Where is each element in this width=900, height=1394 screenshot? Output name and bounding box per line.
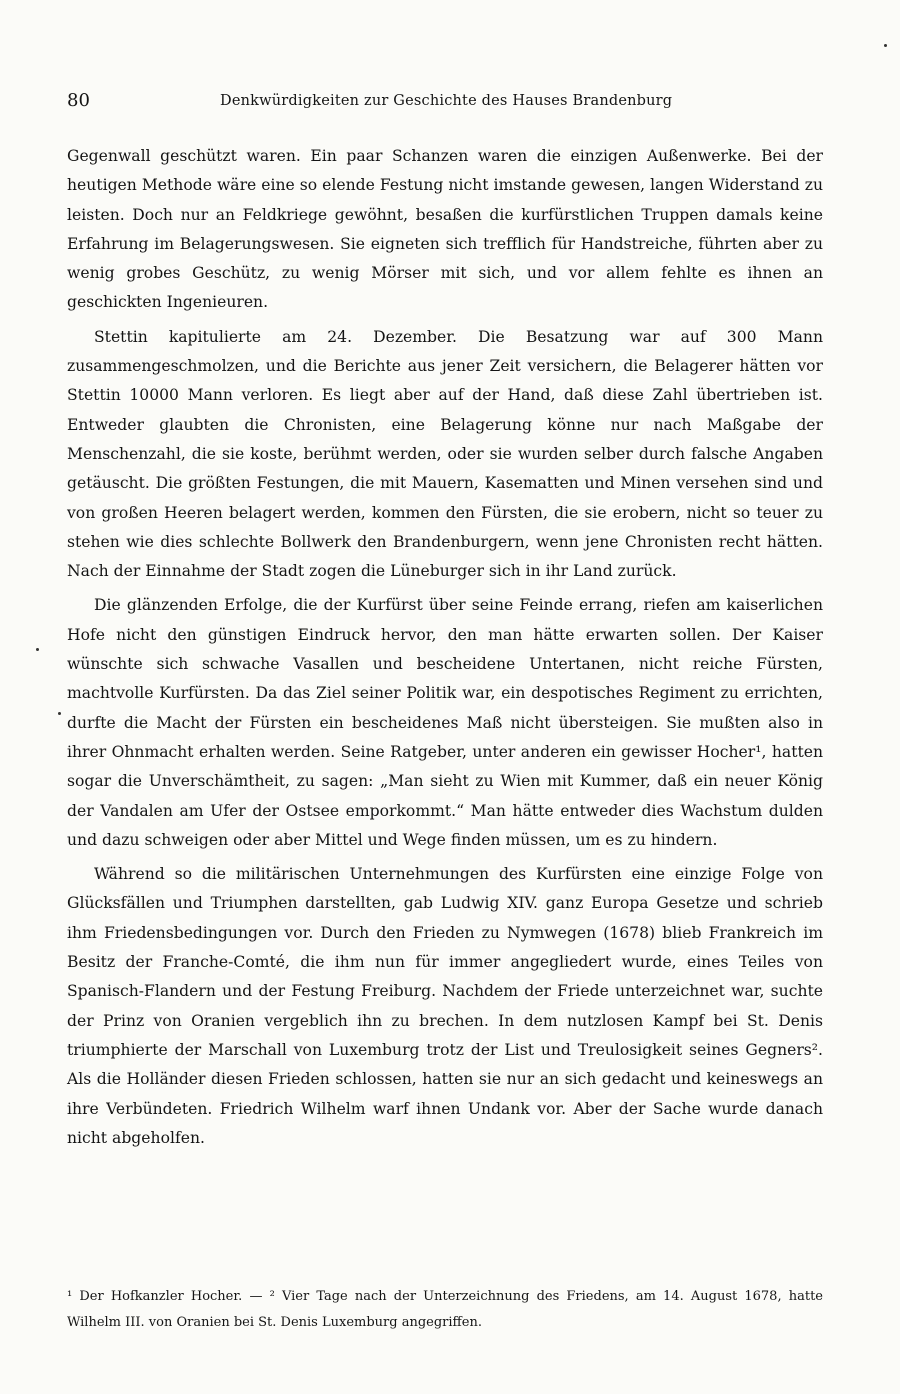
footnotes: [67, 1284, 823, 1336]
body-text: [67, 142, 823, 1153]
running-title: Denkwürdigkeiten zur Geschichte des Hauses Brandenburg: [220, 93, 673, 109]
scan-speck: [36, 648, 39, 651]
scan-speck: [884, 44, 887, 47]
paragraph: Die glänzenden Erfolge, die der Kurfürst über seine Feinde errang, riefen am kaiserlichen Hofe nicht den günstigen Eindruck hervor, den man hätte erwarten sollen. Der Kaiser wünschte sich schwache Vasallen und bescheidene Untertanen, nicht reiche Fürsten, machtvolle Kurfürsten. Da das Ziel seiner Politik war, ein despotisches Regiment zu errichten, durfte die Macht der Fürsten ein bescheidenes Maß nicht übersteigen. Sie mußten also in ihrer Ohnmacht erhalten werden. Seine Ratgeber, unter anderen ein gewisser Hocher¹, hatten sogar die Unverschämtheit, zu sagen: „Man sieht zu Wien mit Kummer, daß ein neuer König der Vandalen am Ufer der Ostsee emporkommt.“ Man hätte entweder dies Wachstum dulden und dazu schweigen oder aber Mittel und Wege finden müssen, um es zu hindern.: [67, 596, 823, 849]
paragraph: Gegenwall geschützt waren. Ein paar Schanzen waren die einzigen Außenwerke. Bei der heutigen Methode wäre eine so elende Festung nicht imstande gewesen, langen Widerstand zu leisten. Doch nur an Feldkriege gewöhnt, besaßen die kurfürstlichen Truppen damals keine Erfahrung im Belagerungswesen. Sie eigneten sich trefflich für Handstreiche, führten aber zu wenig grobes Geschütz, zu wenig Mörser mit sich, und vor allem fehlte es ihnen an geschickten Ingenieuren.: [67, 147, 823, 312]
page-number: 80: [67, 90, 90, 111]
footnote-text: ¹ Der Hofkanzler Hocher. — ² Vier Tage nach der Unterzeichnung des Friedens, am 14. August 1678, hatte Wilhelm III. von Oranien bei St. Denis Luxemburg angegriffen.: [67, 1289, 823, 1330]
paragraph: Stettin kapitulierte am 24. Dezember. Die Besatzung war auf 300 Mann zusammengeschmolzen, und die Berichte aus jener Zeit versichern, die Belagerer hätten vor Stettin 10000 Mann verloren. Es liegt aber auf der Hand, daß diese Zahl übertrieben ist. Entweder glaubten die Chronisten, eine Belagerung könne nur nach Maßgabe der Menschenzahl, die sie koste, berühmt werden, oder sie wurden selber durch falsche Angaben getäuscht. Die größten Festungen, die mit Mauern, Kasematten und Minen versehen sind und von großen Heeren belagert werden, kommen den Fürsten, die sie erobern, nicht so teuer zu stehen wie dies schlechte Bollwerk den Brandenburgern, wenn jene Chronisten recht hätten. Nach der Einnahme der Stadt zogen die Lüneburger sich in ihr Land zurück.: [67, 327, 823, 581]
paragraph: Während so die militärischen Unternehmungen des Kurfürsten eine einzige Folge von Glücksfällen und Triumphen darstellten, gab Ludwig XIV. ganz Europa Gesetze und schrieb ihm Friedensbedingungen vor. Durch den Frieden zu Nymwegen (1678) blieb Frankreich im Besitz der Franche-Comté, die ihm nun für immer angegliedert wurde, eines Teiles von Spanisch-Flandern und der Festung Freiburg. Nachdem der Friede unterzeichnet war, suchte der Prinz von Oranien vergeblich ihn zu brechen. In dem nutzlosen Kampf bei St. Denis triumphierte der Marschall von Luxemburg trotz der List und Treulosigkeit seines Gegners². Als die Holländer diesen Frieden schlossen, hatten sie nur an sich gedacht und keineswegs an ihre Verbündeten. Friedrich Wilhelm warf ihnen Undank vor. Aber der Sache wurde danach nicht abgeholfen.: [67, 865, 823, 1147]
scan-speck: [58, 712, 61, 715]
page-header: [67, 90, 823, 116]
